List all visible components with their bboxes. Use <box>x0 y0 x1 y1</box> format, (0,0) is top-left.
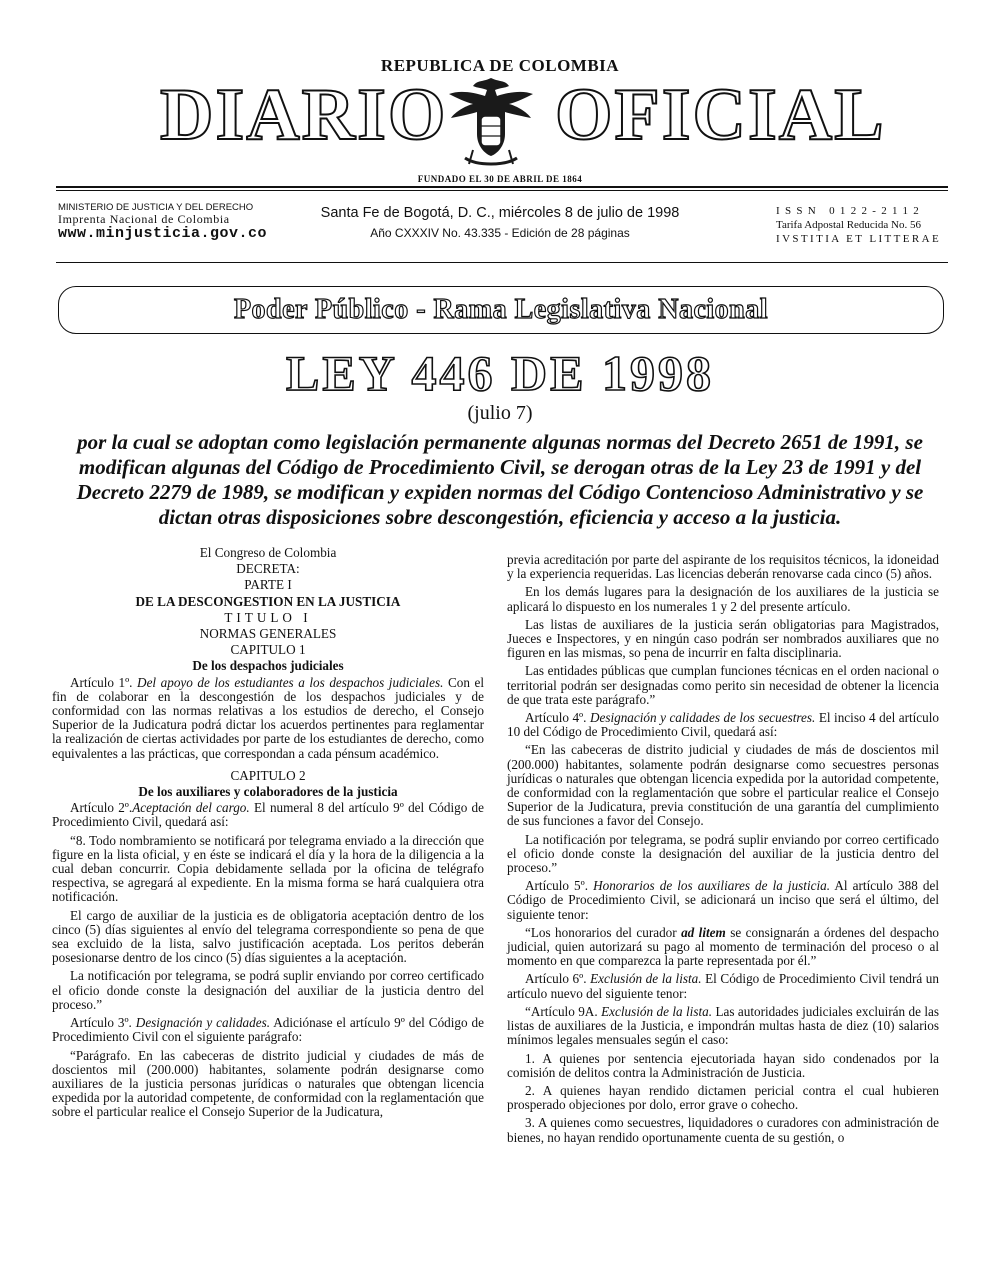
article-2-para-2: El cargo de auxiliar de la justicia es de obligatoria aceptación dentro de los cinco (5) días siguientes al envío del telegrama correspondiente so pena de que sea excluido de la lista, salvo justificación aceptada. Los peritos deberán posesionarse dentro de los cinco (5) días siguientes a la aceptación. <box>52 907 484 966</box>
subheader-rule <box>56 262 948 263</box>
article-4 <box>507 711 939 739</box>
article-5 <box>507 879 939 922</box>
header-rule-thin <box>56 190 948 191</box>
republica-heading: REPUBLICA DE COLOMBIA <box>380 56 620 75</box>
article-5-title: Honorarios de los auxiliares de la justicia. <box>593 878 831 894</box>
article-4-title: Designación y calidades de los secuestres. <box>589 710 816 726</box>
section-banner: Poder Público - Rama Legislativa Nacional <box>58 286 944 334</box>
para-2: En los demás lugares para la designación de los auxiliares de la justicia se aplicará lo dispuesto en los numerales 1 y 2 del presente artículo. <box>507 584 939 614</box>
decreta-line: DECRETA: <box>236 561 300 577</box>
article-6-head: Artículo 6º. <box>525 971 587 987</box>
article-5-para-1 <box>507 926 939 969</box>
article-1-head: Artículo 1º. <box>70 674 133 690</box>
article-4-head: Artículo 4º. <box>525 710 587 726</box>
article-5-para-1-end: se consignarán a órdenes del despacho judicial, quien autorizará su pago al momento de terminación del proceso o al momento en que comparezca la parte representada por él.” <box>507 924 940 969</box>
ministry-name: MINISTERIO DE JUSTICIA Y DEL DERECHO <box>58 202 254 213</box>
header-rule-thick <box>56 186 948 188</box>
article-1-title: Del apoyo de los estudiantes a los despachos judiciales. <box>137 674 444 690</box>
list-item: 2. A quienes hayan rendido dictamen pericial contra el cual hubieren prosperado objeciones por dolo, error grave o cohecho. <box>507 1082 939 1113</box>
article-2-para-3: La notificación por telegrama, se podrá suplir enviando por correo certificado el oficio donde conste la designación del auxiliar de la justicia dentro del proceso.” <box>52 968 484 1012</box>
place-date: Santa Fe de Bogotá, D. C., miércoles 8 de julio de 1998 <box>320 205 680 221</box>
title-name: NORMAS GENERALES <box>199 626 337 642</box>
article-9a-body: Las autoridades judiciales excluirán de las listas de auxiliares de la Justicia, e impondrán multas hasta de diez (10) salarios mínimos legales mensuales según el caso: <box>507 1003 940 1048</box>
article-6 <box>507 972 939 1000</box>
printer-name: Imprenta Nacional de Colombia <box>58 211 230 226</box>
coat-of-arms-icon <box>443 72 539 172</box>
article-1 <box>52 676 484 761</box>
article-9a <box>507 1005 939 1048</box>
publisher-block <box>58 203 318 241</box>
article-4-body: El inciso 4 del artículo 10 del Código de Procedimiento Civil, quedará así: <box>507 710 940 740</box>
congress-line: El Congreso de Colombia <box>199 545 337 560</box>
masthead-diario: DIARIO <box>160 74 448 156</box>
chapter1-title: De los despachos judiciales <box>192 658 344 674</box>
article-5-head: Artículo 5º. <box>525 878 589 894</box>
article-3-head: Artículo 3º. <box>70 1015 132 1031</box>
chapter2-label: CAPITULO 2 <box>230 767 306 783</box>
ad-litem-term: ad litem <box>681 924 726 940</box>
article-2 <box>52 801 484 829</box>
article-9a-head: “Artículo 9A. <box>525 1003 598 1019</box>
title-label: TITULO I <box>224 609 312 625</box>
motto: IVSTITIA ET LITTERAE <box>776 232 942 245</box>
article-5-body: Al artículo 388 del Código de Procedimiento Civil, se adicionará un inciso que será el último, del siguiente tenor: <box>507 878 939 922</box>
edition-number: Año CXXXIV No. 43.335 - Edición de 28 páginas <box>370 226 630 240</box>
part-label: PARTE I <box>244 577 292 593</box>
right-column <box>507 553 939 1149</box>
list-item: 3. A quienes como secuestres, liquidadores o curadores con administración de bienes, no hayan rendido oportunamente cuenta de su gestión, o <box>507 1115 939 1145</box>
chapter2-title: De los auxiliares y colaboradores de la justicia <box>138 784 398 800</box>
article-2-para-1: “8. Todo nombramiento se notificará por telegrama enviado a la dirección que figure en la lista oficial, y en éste se indicará el día y la hora de la diligencia a la cual deban concurrir. Copia debidamente sellada por la oficina de telégrafo respectiva, se agregará al expediente. En la misma forma se hará cualquiera otra notificación. <box>52 832 484 905</box>
para-3: Las listas de auxiliares de la justicia serán obligatorias para Magistrados, Jueces e Inspectores, y en ningún caso podrán ser nombrados auxiliares que no figuren en las mismas, so pena de incurrir en falta disciplinaria. <box>507 616 939 661</box>
article-3-body: Adiciónase el artículo 9º del Código de Procedimiento Civil con el siguiente parágrafo: <box>52 1015 484 1045</box>
left-column <box>52 546 484 1124</box>
article-3-title: Designación y calidades. <box>135 1015 271 1031</box>
article-2-body: El numeral 8 del artículo 9º del Código de Procedimiento Civil, quedará así: <box>52 800 484 830</box>
law-subject: por la cual se adoptan como legislación permanente algunas normas del Decreto 2651 de 1991, se modifican algunas del Código de Procedimiento Civil, se derogan otras de la Ley 23 de 1991 y del Decreto 2279 de 1989, se modifican y expiden normas del Código Contencioso Administrativo y se dictan otras disposiciones sobre descongestión, eficiencia y acceso a la justicia. <box>76 430 924 529</box>
postal-rate: Tarifa Adpostal Reducida No. 56 <box>776 218 921 231</box>
chapter1-label: CAPITULO 1 <box>230 642 306 658</box>
article-9a-title: Exclusión de la lista. <box>601 1003 713 1019</box>
continued-para: previa acreditación por parte del aspirante de los requisitos técnicos, la idoneidad y la experiencia requeridas. Las licencias deberán renovarse cada cinco (5) años. <box>507 552 939 582</box>
article-6-body: El Código de Procedimiento Civil tendrá un artículo nuevo del siguiente tenor: <box>507 971 939 1001</box>
law-date: (julio 7) <box>467 402 533 424</box>
article-1-body: Con el fin de colaborar en la descongestión de los despachos judiciales y de conformidad con las normas relativas a los estudios de derecho, el Consejo Superior de la Judicatura podrá dictar los acuerdos pertinentes para reglamentar la realización de ciertas actividades por parte de los estudiantes de derecho, como equivalentes a las prácticas, que correspondan a cada pénsum académico. <box>52 674 485 761</box>
list-item: 1. A quienes por sentencia ejecutoriada hayan sido condenados por la comisión de delitos contra la Administración de Justicia. <box>507 1050 939 1080</box>
para-4: Las entidades públicas que cumplan funciones técnicas en el orden nacional o territorial podrán ser designadas como perito sin necesidad de obtener la licencia de que trata este parágrafo.” <box>507 663 939 707</box>
law-title: LEY 446 DE 1998 <box>286 345 714 401</box>
article-5-para-1-start: “Los honorarios del curador <box>525 924 677 940</box>
article-3 <box>52 1016 484 1044</box>
masthead-oficial: OFICIAL <box>555 74 886 156</box>
founded-date: FUNDADO EL 30 DE ABRIL DE 1864 <box>417 174 583 184</box>
article-4-para-2: La notificación por telegrama, se podrá suplir enviando por correo certificado el oficio donde conste la designación del auxiliar de la justicia dentro del proceso.” <box>507 831 939 876</box>
website-link[interactable]: www.minjusticia.gov.co <box>58 224 268 242</box>
article-2-head: Artículo 2º. <box>70 800 133 816</box>
registration-block <box>776 205 956 246</box>
article-4-para-1: “En las cabeceras de distrito judicial y ciudades de más de doscientos mil (200.000) habitantes, solamente podrán designarse como secuestres personas jurídicas o naturales que obtengan licencia expedida por la autoridad competente, de conformidad con la reglamentación que sobre el particular realice el Consejo Superior de la Judicatura, previa constitución de una garantía del cumplimiento de sus funciones a favor del Consejo. <box>507 742 939 829</box>
part-title: DE LA DESCONGESTION EN LA JUSTICIA <box>135 593 401 609</box>
issue-info <box>300 205 700 240</box>
article-6-title: Exclusión de la lista. <box>590 971 702 987</box>
issn: ISSN 0122-2112 <box>776 205 925 217</box>
article-3-para-1: “Parágrafo. En las cabeceras de distrito judicial y ciudades de más de doscientos mil (200.000) habitantes, solamente podrán designarse como auxiliares de la justicia personas jurídicas o naturales que obtengan licencia expedida por la autoridad competente, de conformidad con la reglamentación que sobre el particular realice el Consejo Superior de la Judicatura, <box>52 1047 484 1120</box>
article-2-title: Aceptación del cargo. <box>132 800 250 816</box>
